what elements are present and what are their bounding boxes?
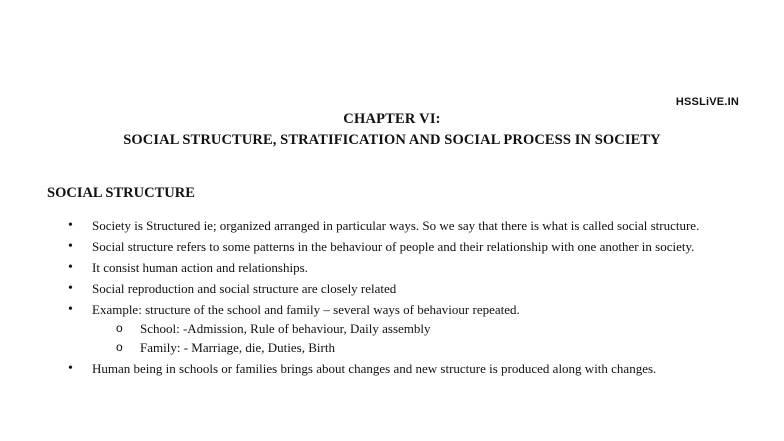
- sub-bullet-item: o School: -Admission, Rule of behaviour, Daily assembly: [92, 319, 741, 338]
- bullet-item: [0, 258, 741, 277]
- bullet-text: Social structure refers to some patterns in the behaviour of people and their relationship with one another in society.: [92, 239, 695, 254]
- bullet-text: Human being in schools or families brings about changes and new structure is produced along with changes.: [92, 361, 657, 376]
- sub-bullet-list: [92, 319, 741, 357]
- chapter-title: CHAPTER VI:: [343, 111, 441, 127]
- bullet-text: Society is Structured ie; organized arranged in particular ways. So we say that there is what is called social structure.: [92, 218, 700, 233]
- bullet-item: [0, 216, 741, 235]
- bullet-item: [0, 359, 741, 378]
- bullet-item: [0, 279, 741, 298]
- bullet-text: Social reproduction and social structure are closely related: [92, 281, 397, 296]
- chapter-subtitle: SOCIAL STRUCTURE, STRATIFICATION AND SOCIAL PROCESS IN SOCIETY: [123, 132, 661, 148]
- sub-bullet-item: o Family: - Marriage, die, Duties, Birth: [92, 338, 741, 357]
- bullet-text: It consist human action and relationships.: [92, 260, 308, 275]
- bullet-list: [0, 216, 741, 380]
- watermark: HSSLiVE.IN: [675, 96, 739, 108]
- section-heading: SOCIAL STRUCTURE: [47, 185, 195, 201]
- bullet-item: [0, 237, 741, 256]
- bullet-item: [0, 300, 741, 357]
- bullet-text: Example: structure of the school and family – several ways of behaviour repeated.: [92, 302, 520, 317]
